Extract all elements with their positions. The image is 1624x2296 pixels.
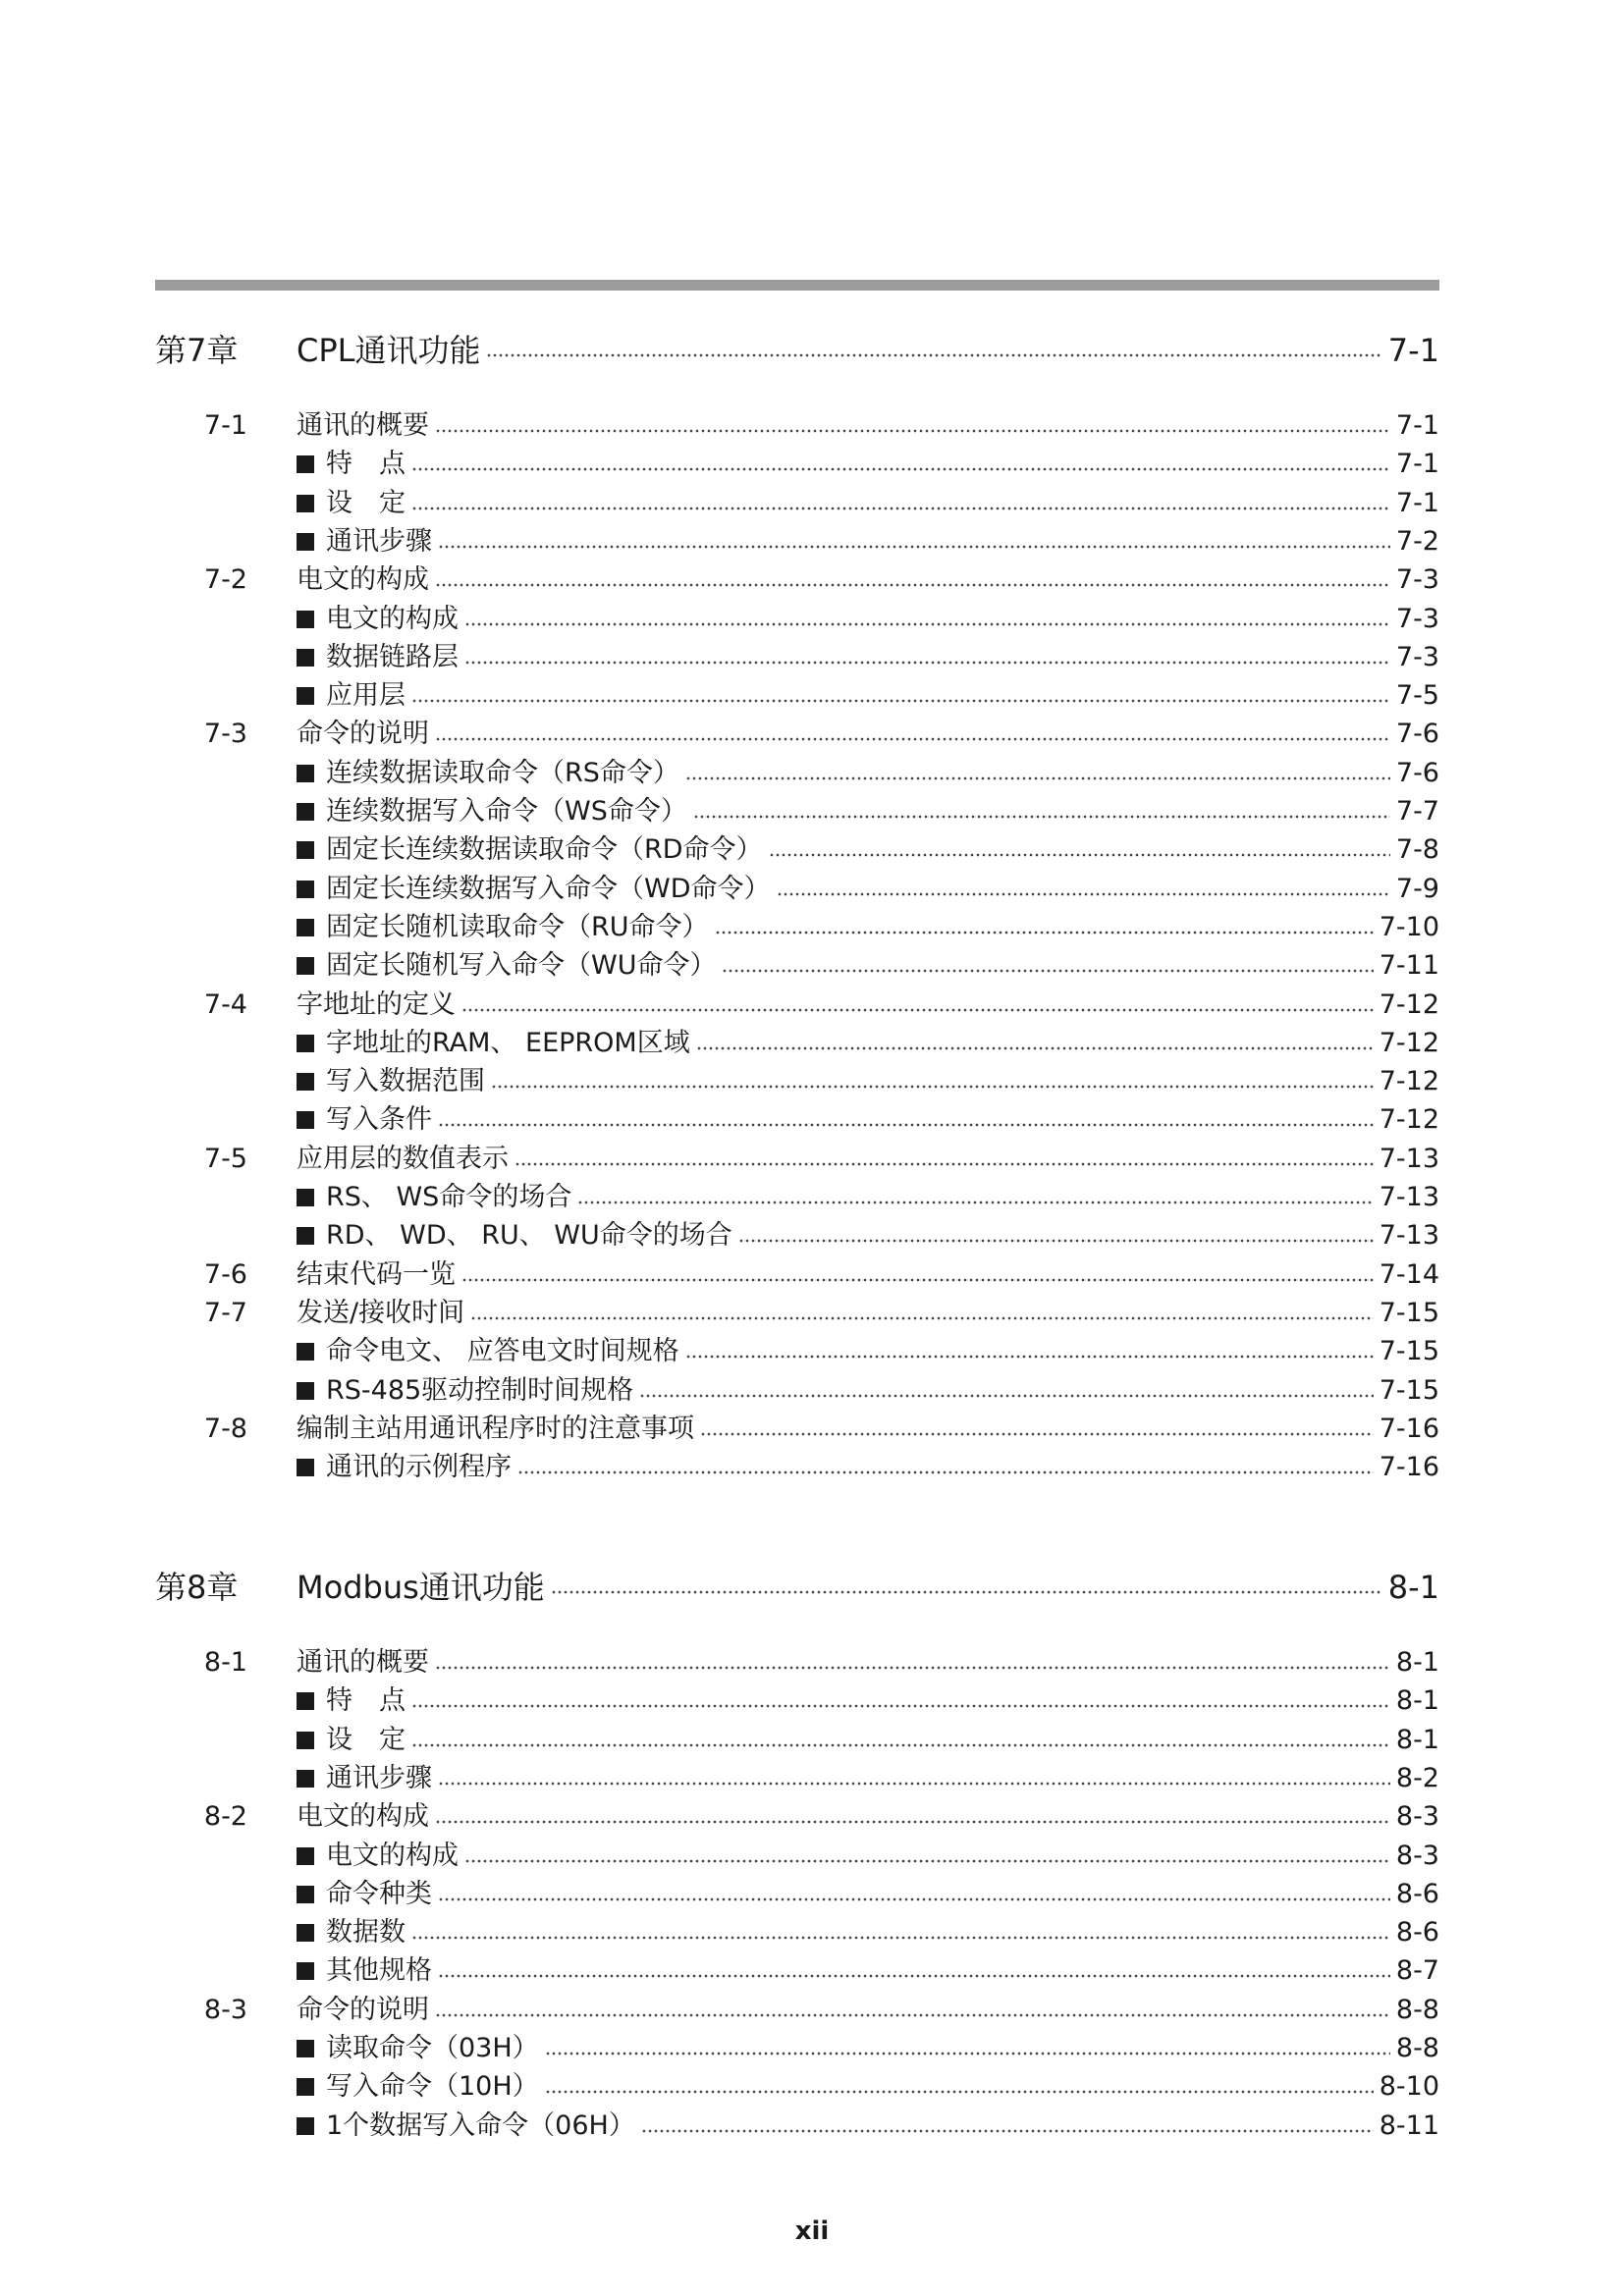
entry-page: 7-1 [1395, 449, 1439, 480]
dot-leader [470, 1316, 1374, 1320]
square-bullet-icon [297, 1189, 314, 1206]
toc-entry[interactable] [297, 1258, 1439, 1292]
toc-entry[interactable] [297, 1684, 1439, 1718]
toc-entry[interactable] [297, 1840, 1439, 1873]
section-number: 7-4 [203, 988, 247, 1020]
chapter-heading [0, 334, 1624, 367]
toc-entry[interactable] [297, 487, 1439, 520]
entry-title: 写入命令（10H） [326, 2071, 539, 2103]
entry-page: 7-13 [1379, 1182, 1439, 1212]
section-row [0, 1800, 1624, 1834]
section-number: 7-5 [203, 1143, 247, 1174]
toc-entry[interactable] [297, 1800, 1439, 1834]
entry-page: 8-1 [1395, 1647, 1439, 1678]
dot-leader [545, 2052, 1390, 2056]
dot-leader [685, 1355, 1374, 1359]
entry-title: 数据链路层 [326, 641, 459, 672]
entry-title: CPL通讯功能 [297, 332, 481, 369]
toc-entry[interactable] [297, 1916, 1439, 1949]
subsection-row [0, 1027, 1624, 1060]
entry-page: 7-11 [1379, 950, 1439, 982]
entry-page: 7-16 [1379, 1452, 1439, 1483]
toc-entry[interactable] [297, 1143, 1439, 1176]
entry-title: 固定长连续数据写入命令（WD命令） [326, 873, 771, 904]
dot-leader [438, 1123, 1374, 1127]
entry-page: 7-12 [1379, 988, 1439, 1020]
section-row [0, 988, 1624, 1022]
entry-page: 7-5 [1395, 680, 1439, 712]
dot-leader [517, 1470, 1374, 1474]
square-bullet-icon [297, 919, 314, 936]
entry-title: RS、 WS命令的场合 [326, 1182, 572, 1212]
entry-page: 7-16 [1379, 1413, 1439, 1444]
chapter-label: 第8章 [155, 1569, 239, 1606]
entry-page: 7-1 [1395, 487, 1439, 518]
subsection-row [0, 2032, 1624, 2065]
dot-leader [685, 776, 1390, 780]
section-row [0, 563, 1624, 597]
entry-page: 7-6 [1395, 719, 1439, 750]
section-number: 7-2 [203, 564, 247, 596]
entry-page: 8-2 [1395, 1762, 1439, 1793]
square-bullet-icon [297, 1924, 314, 1942]
section-number: 7-6 [203, 1258, 247, 1290]
entry-page: 7-1 [1387, 332, 1439, 369]
section-row [0, 1143, 1624, 1176]
entry-title: 1个数据写入命令（06H） [326, 2109, 635, 2141]
square-bullet-icon [297, 765, 314, 782]
square-bullet-icon [297, 1073, 314, 1091]
dot-leader [696, 1046, 1374, 1050]
subsection-row [0, 833, 1624, 867]
toc-entry[interactable] [297, 718, 1439, 751]
section-number: 7-8 [203, 1413, 247, 1444]
entry-title: 通讯的概要 [297, 410, 429, 441]
dot-leader [514, 1162, 1374, 1166]
section-number: 8-2 [203, 1801, 247, 1833]
toc-entry[interactable] [297, 1103, 1439, 1137]
dot-leader [411, 507, 1390, 510]
entry-title: 数据数 [326, 1917, 406, 1949]
section-row [0, 1413, 1624, 1446]
entry-title: 编制主站用通讯程序时的注意事项 [297, 1413, 694, 1444]
dot-leader [435, 583, 1390, 587]
toc-entry[interactable] [297, 1646, 1439, 1680]
dot-leader [693, 815, 1390, 819]
top-rule [155, 280, 1439, 291]
entry-title: 电文的构成 [297, 1801, 429, 1833]
entry-title: 字地址的定义 [297, 988, 456, 1020]
section-row [0, 1994, 1624, 2027]
section-number: 8-3 [203, 1994, 247, 2025]
entry-page: 7-7 [1395, 796, 1439, 827]
entry-title: 固定长随机读取命令（RU命令） [326, 911, 709, 942]
toc-entry[interactable] [297, 949, 1439, 983]
entry-page: 8-6 [1395, 1878, 1439, 1909]
subsection-row [0, 525, 1624, 559]
toc-entry[interactable] [297, 1878, 1439, 1911]
toc-entry[interactable] [297, 833, 1439, 867]
entry-page: 7-15 [1379, 1374, 1439, 1406]
dot-leader [461, 1278, 1374, 1282]
square-bullet-icon [297, 1962, 314, 1980]
toc-entry[interactable] [297, 795, 1439, 828]
entry-page: 8-7 [1395, 1955, 1439, 1987]
square-bullet-icon [297, 611, 314, 628]
square-bullet-icon [297, 1732, 314, 1749]
square-bullet-icon [297, 1111, 314, 1129]
chapter-label: 第7章 [155, 332, 239, 369]
entry-page: 8-10 [1379, 2071, 1439, 2103]
dot-leader [641, 2129, 1374, 2133]
entry-title: 结束代码一览 [297, 1258, 456, 1290]
dot-leader [411, 1743, 1390, 1747]
square-bullet-icon [297, 687, 314, 705]
toc-entry[interactable] [297, 603, 1439, 636]
entry-title: 发送/接收时间 [297, 1297, 465, 1328]
entry-page: 8-3 [1395, 1801, 1439, 1833]
subsection-row [0, 1684, 1624, 1718]
entry-title: 应用层 [326, 680, 406, 712]
entry-page: 7-15 [1379, 1336, 1439, 1367]
square-bullet-icon [297, 1770, 314, 1788]
entry-title: 通讯的概要 [297, 1647, 429, 1678]
entry-title: 命令的说明 [297, 719, 429, 750]
entry-page: 8-3 [1395, 1840, 1439, 1871]
entry-title: 命令电文、 应答电文时间规格 [326, 1336, 679, 1367]
subsection-row [0, 1762, 1624, 1795]
square-bullet-icon [297, 2078, 314, 2096]
subsection-row [0, 795, 1624, 828]
toc-entry[interactable] [297, 2070, 1439, 2104]
toc-entry[interactable] [297, 757, 1439, 790]
dot-leader [411, 1704, 1390, 1708]
toc-entry[interactable] [297, 448, 1439, 481]
toc-entry[interactable] [297, 563, 1439, 597]
entry-page: 7-12 [1379, 1066, 1439, 1097]
toc-entry[interactable] [297, 911, 1439, 944]
entry-page: 7-6 [1395, 757, 1439, 788]
toc-entry[interactable] [297, 1065, 1439, 1098]
toc-entry[interactable] [297, 1027, 1439, 1060]
entry-page: 7-13 [1379, 1220, 1439, 1252]
toc-entry[interactable] [297, 1181, 1439, 1214]
subsection-row [0, 1065, 1624, 1098]
square-bullet-icon [297, 1847, 314, 1865]
entry-page: 7-3 [1395, 641, 1439, 672]
square-bullet-icon [297, 881, 314, 898]
entry-title: 固定长连续数据读取命令（RD命令） [326, 834, 763, 866]
toc-entry[interactable] [297, 1994, 1439, 2027]
square-bullet-icon [297, 1886, 314, 1903]
toc-entry[interactable] [297, 1954, 1439, 1988]
toc-entry[interactable] [297, 1335, 1439, 1368]
subsection-row [0, 1724, 1624, 1757]
dot-leader [411, 1936, 1390, 1940]
entry-page: 7-10 [1379, 911, 1439, 942]
entry-page: 7-8 [1395, 834, 1439, 866]
entry-title: 固定长随机写入命令（WU命令） [326, 950, 717, 982]
subsection-row [0, 1451, 1624, 1484]
dot-leader [435, 737, 1390, 741]
entry-page: 8-1 [1395, 1724, 1439, 1755]
entry-title: 特 点 [326, 1685, 406, 1717]
entry-title: 命令种类 [326, 1878, 432, 1909]
square-bullet-icon [297, 957, 314, 975]
subsection-row [0, 679, 1624, 713]
section-row [0, 1297, 1624, 1330]
entry-title: 应用层的数值表示 [297, 1143, 509, 1174]
toc-entry[interactable] [297, 1571, 1439, 1604]
entry-page: 8-11 [1379, 2109, 1439, 2141]
square-bullet-icon [297, 495, 314, 512]
toc-entry[interactable] [297, 334, 1439, 367]
dot-leader [577, 1201, 1373, 1204]
entry-page: 7-13 [1379, 1143, 1439, 1174]
section-row [0, 1646, 1624, 1680]
section-number: 7-1 [203, 410, 247, 441]
dot-leader [435, 2013, 1390, 2017]
toc-entry[interactable] [297, 988, 1439, 1022]
entry-title: 命令的说明 [297, 1994, 429, 2025]
dot-leader [464, 622, 1390, 626]
entry-title: 通讯的示例程序 [326, 1452, 512, 1483]
toc-entry[interactable] [297, 1413, 1439, 1446]
subsection-row [0, 1219, 1624, 1253]
subsection-row [0, 2070, 1624, 2104]
dot-leader [435, 1666, 1390, 1670]
square-bullet-icon [297, 1035, 314, 1052]
toc-entry[interactable] [297, 2109, 1439, 2143]
subsection-row [0, 448, 1624, 481]
section-number: 8-1 [203, 1647, 247, 1678]
subsection-row [0, 603, 1624, 636]
section-number: 7-3 [203, 719, 247, 750]
dot-leader [435, 429, 1390, 433]
entry-page: 7-14 [1379, 1258, 1439, 1290]
dot-leader [438, 1897, 1390, 1901]
section-number: 7-7 [203, 1297, 247, 1328]
subsection-row [0, 641, 1624, 674]
toc-entry[interactable] [297, 1451, 1439, 1484]
subsection-row [0, 487, 1624, 520]
dot-leader [486, 353, 1381, 357]
entry-title: 特 点 [326, 449, 406, 480]
dot-leader [491, 1085, 1374, 1089]
entry-title: RD、 WD、 RU、 WU命令的场合 [326, 1220, 732, 1252]
subsection-row [0, 1878, 1624, 1911]
square-bullet-icon [297, 533, 314, 551]
entry-page: 7-2 [1395, 525, 1439, 557]
toc-entry[interactable] [297, 1374, 1439, 1408]
dot-leader [545, 2090, 1374, 2094]
subsection-row [0, 1181, 1624, 1214]
dot-leader [551, 1590, 1382, 1594]
square-bullet-icon [297, 2117, 314, 2135]
entry-title: 其他规格 [326, 1955, 432, 1987]
square-bullet-icon [297, 1227, 314, 1245]
entry-page: 7-12 [1379, 1027, 1439, 1058]
dot-leader [438, 1974, 1390, 1978]
dot-leader [700, 1432, 1374, 1436]
toc-entry[interactable] [297, 641, 1439, 674]
dot-leader [715, 931, 1374, 934]
square-bullet-icon [297, 455, 314, 473]
dot-leader [464, 661, 1390, 665]
dot-leader [464, 1859, 1390, 1863]
toc-entry[interactable] [297, 1724, 1439, 1757]
toc-entry[interactable] [297, 2032, 1439, 2065]
entry-title: 设 定 [326, 487, 406, 518]
entry-page: 7-15 [1379, 1297, 1439, 1328]
page-number: xii [794, 2216, 830, 2246]
square-bullet-icon [297, 1692, 314, 1710]
square-bullet-icon [297, 841, 314, 859]
dot-leader [777, 892, 1390, 896]
entry-title: 写入数据范围 [326, 1066, 485, 1097]
subsection-row [0, 949, 1624, 983]
section-row [0, 718, 1624, 751]
dot-leader [435, 1820, 1390, 1824]
entry-title: RS-485驱动控制时间规格 [326, 1374, 634, 1406]
section-row [0, 1258, 1624, 1292]
subsection-row [0, 1103, 1624, 1137]
toc-entry[interactable] [297, 873, 1439, 906]
dot-leader [411, 699, 1390, 703]
dot-leader [722, 969, 1373, 973]
entry-title: 连续数据写入命令（WS命令） [326, 796, 687, 827]
entry-title: 写入条件 [326, 1104, 432, 1136]
dot-leader [438, 545, 1390, 549]
subsection-row [0, 1840, 1624, 1873]
subsection-row [0, 1335, 1624, 1368]
entry-page: 8-1 [1395, 1685, 1439, 1717]
entry-page: 7-9 [1395, 873, 1439, 904]
entry-page: 7-12 [1379, 1104, 1439, 1136]
entry-title: 电文的构成 [326, 1840, 459, 1871]
entry-page: 7-3 [1395, 603, 1439, 634]
square-bullet-icon [297, 1343, 314, 1361]
toc-entry[interactable] [297, 409, 1439, 443]
entry-page: 8-8 [1395, 2033, 1439, 2063]
square-bullet-icon [297, 1382, 314, 1400]
entry-title: 通讯步骤 [326, 525, 432, 557]
entry-page: 7-3 [1395, 564, 1439, 596]
square-bullet-icon [297, 2040, 314, 2057]
entry-title: 通讯步骤 [326, 1762, 432, 1793]
toc-entry[interactable] [297, 525, 1439, 559]
toc-entry[interactable] [297, 1762, 1439, 1795]
entry-title: 电文的构成 [297, 564, 429, 596]
subsection-row [0, 757, 1624, 790]
entry-title: 连续数据读取命令（RS命令） [326, 757, 679, 788]
subsection-row [0, 911, 1624, 944]
dot-leader [738, 1239, 1374, 1243]
entry-page: 8-1 [1387, 1569, 1439, 1606]
toc-entry[interactable] [297, 1297, 1439, 1330]
toc-entry[interactable] [297, 679, 1439, 713]
entry-title: 读取命令（03H） [326, 2033, 539, 2063]
entry-title: 电文的构成 [326, 603, 459, 634]
subsection-row [0, 1954, 1624, 1988]
square-bullet-icon [297, 803, 314, 821]
entry-page: 7-1 [1395, 410, 1439, 441]
subsection-row [0, 2109, 1624, 2143]
dot-leader [411, 467, 1390, 471]
subsection-row [0, 1916, 1624, 1949]
entry-page: 8-8 [1395, 1994, 1439, 2025]
section-row [0, 409, 1624, 443]
chapter-heading [0, 1571, 1624, 1604]
entry-page: 8-6 [1395, 1917, 1439, 1949]
entry-title: 字地址的RAM、 EEPROM区域 [326, 1027, 690, 1058]
entry-title: Modbus通讯功能 [297, 1569, 545, 1606]
subsection-row [0, 873, 1624, 906]
square-bullet-icon [297, 649, 314, 667]
square-bullet-icon [297, 1459, 314, 1476]
subsection-row [0, 1374, 1624, 1408]
dot-leader [461, 1008, 1374, 1012]
dot-leader [438, 1782, 1390, 1786]
entry-title: 设 定 [326, 1724, 406, 1755]
dot-leader [769, 853, 1390, 857]
toc-entry[interactable] [297, 1219, 1439, 1253]
dot-leader [639, 1394, 1374, 1398]
